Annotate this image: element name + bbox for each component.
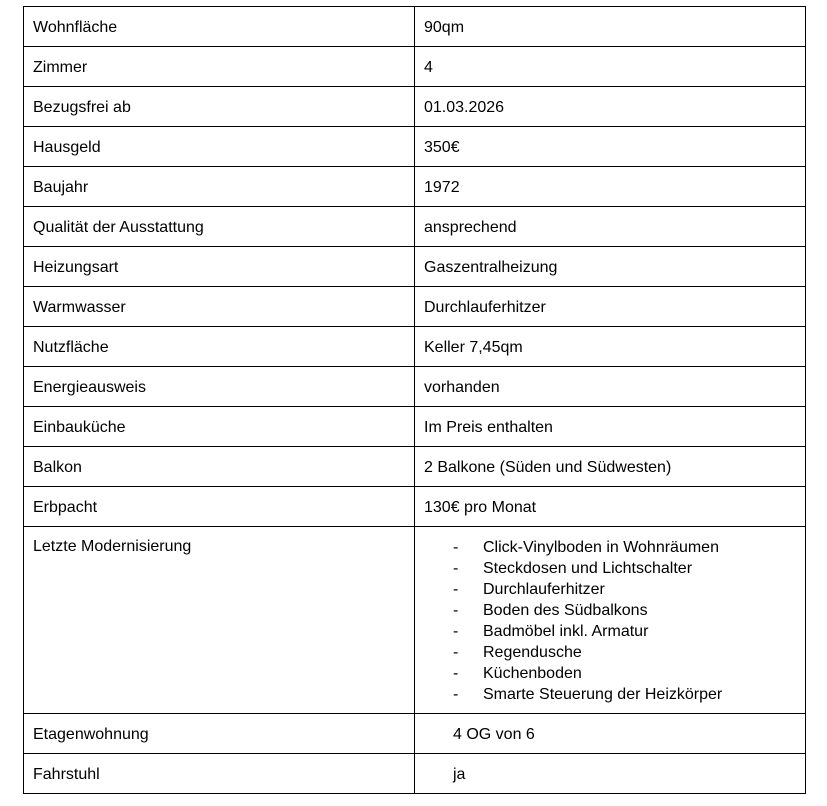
list-item-text: Küchenboden <box>483 665 582 682</box>
value-cell <box>415 754 806 794</box>
label-text: Balkon <box>33 459 82 476</box>
label-text: Etagenwohnung <box>33 726 149 743</box>
label-text: Bezugsfrei ab <box>33 99 131 116</box>
table-row-wohnflaeche <box>24 7 806 47</box>
dash-bullet-icon: - <box>453 539 459 556</box>
list-item-text: Smarte Steuerung der Heizkörper <box>483 686 723 703</box>
value-text: Durchlauferhitzer <box>424 299 546 316</box>
table-row-ausstattung <box>24 207 806 247</box>
value-text: ansprechend <box>424 219 517 236</box>
label-text: Einbauküche <box>33 419 126 436</box>
value-cell <box>415 7 806 47</box>
label-text: Letzte Modernisierung <box>33 538 192 555</box>
value-cell <box>415 527 806 714</box>
value-cell <box>415 247 806 287</box>
value-cell <box>415 87 806 127</box>
table-row-hausgeld <box>24 127 806 167</box>
label-cell <box>24 367 415 407</box>
label-cell <box>24 327 415 367</box>
list-item <box>415 642 805 663</box>
table-row-etagenwohnung <box>24 714 806 754</box>
value-cell <box>415 447 806 487</box>
table-row-einbaukueche <box>24 407 806 447</box>
value-cell <box>415 167 806 207</box>
dash-bullet-icon: - <box>453 560 459 577</box>
table-row-modernisierung <box>24 527 806 714</box>
value-cell <box>415 714 806 754</box>
table-row-zimmer <box>24 47 806 87</box>
label-cell <box>24 527 415 714</box>
label-cell <box>24 754 415 794</box>
dash-bullet-icon: - <box>453 644 459 661</box>
value-text: ja <box>453 766 466 783</box>
label-cell <box>24 207 415 247</box>
value-cell <box>415 487 806 527</box>
value-text: 2 Balkone (Süden und Südwesten) <box>424 459 672 476</box>
table-row-erbpacht <box>24 487 806 527</box>
value-text: 01.03.2026 <box>424 99 505 116</box>
label-cell <box>24 247 415 287</box>
value-text: 350€ <box>424 139 460 156</box>
modernization-list <box>415 527 805 705</box>
list-item-text: Durchlauferhitzer <box>483 581 605 598</box>
dash-bullet-icon: - <box>453 686 459 703</box>
list-item <box>415 537 805 558</box>
table-row-heizungsart <box>24 247 806 287</box>
value-text: 90qm <box>424 19 465 36</box>
label-cell <box>24 87 415 127</box>
label-text: Warmwasser <box>33 299 126 316</box>
list-item <box>415 600 805 621</box>
dash-bullet-icon: - <box>453 665 459 682</box>
value-cell <box>415 367 806 407</box>
label-cell <box>24 714 415 754</box>
label-text: Baujahr <box>33 179 89 196</box>
value-cell <box>415 287 806 327</box>
value-text: 4 OG von 6 <box>453 726 535 743</box>
list-item <box>415 684 805 705</box>
value-cell <box>415 207 806 247</box>
label-cell <box>24 407 415 447</box>
list-item-text: Badmöbel inkl. Armatur <box>483 623 649 640</box>
list-item-text: Click-Vinylboden in Wohnräumen <box>483 539 719 556</box>
table-row-warmwasser <box>24 287 806 327</box>
value-text: 130€ pro Monat <box>424 499 537 516</box>
label-text: Wohnfläche <box>33 19 118 36</box>
dash-bullet-icon: - <box>453 581 459 598</box>
label-text: Energieausweis <box>33 379 146 396</box>
value-text: vorhanden <box>424 379 500 396</box>
table-row-bezugsfrei <box>24 87 806 127</box>
label-text: Zimmer <box>33 59 88 76</box>
table-row-energieausweis <box>24 367 806 407</box>
value-cell <box>415 127 806 167</box>
table-row-baujahr <box>24 167 806 207</box>
label-text: Hausgeld <box>33 139 101 156</box>
list-item-text: Regendusche <box>483 644 582 661</box>
value-cell <box>415 407 806 447</box>
list-item <box>415 663 805 684</box>
property-details-table <box>23 6 806 794</box>
label-cell <box>24 447 415 487</box>
list-item <box>415 558 805 579</box>
label-text: Fahrstuhl <box>33 766 100 783</box>
value-text: 4 <box>424 59 433 76</box>
table-row-nutzflaeche <box>24 327 806 367</box>
value-text: Keller 7,45qm <box>424 339 523 356</box>
dash-bullet-icon: - <box>453 602 459 619</box>
label-cell <box>24 47 415 87</box>
table-row-balkon <box>24 447 806 487</box>
list-item-text: Boden des Südbalkons <box>483 602 648 619</box>
value-text: Im Preis enthalten <box>424 419 553 436</box>
list-item <box>415 579 805 600</box>
value-cell <box>415 327 806 367</box>
label-text: Heizungsart <box>33 259 119 276</box>
label-cell <box>24 287 415 327</box>
label-cell <box>24 7 415 47</box>
value-text: Gaszentralheizung <box>424 259 558 276</box>
label-text: Erbpacht <box>33 499 98 516</box>
label-cell <box>24 167 415 207</box>
list-item-text: Steckdosen und Lichtschalter <box>483 560 693 577</box>
table-row-fahrstuhl <box>24 754 806 794</box>
label-cell <box>24 127 415 167</box>
value-text: 1972 <box>424 179 460 196</box>
dash-bullet-icon: - <box>453 623 459 640</box>
label-text: Qualität der Ausstattung <box>33 219 204 236</box>
value-cell <box>415 47 806 87</box>
label-cell <box>24 487 415 527</box>
list-item <box>415 621 805 642</box>
label-text: Nutzfläche <box>33 339 109 356</box>
